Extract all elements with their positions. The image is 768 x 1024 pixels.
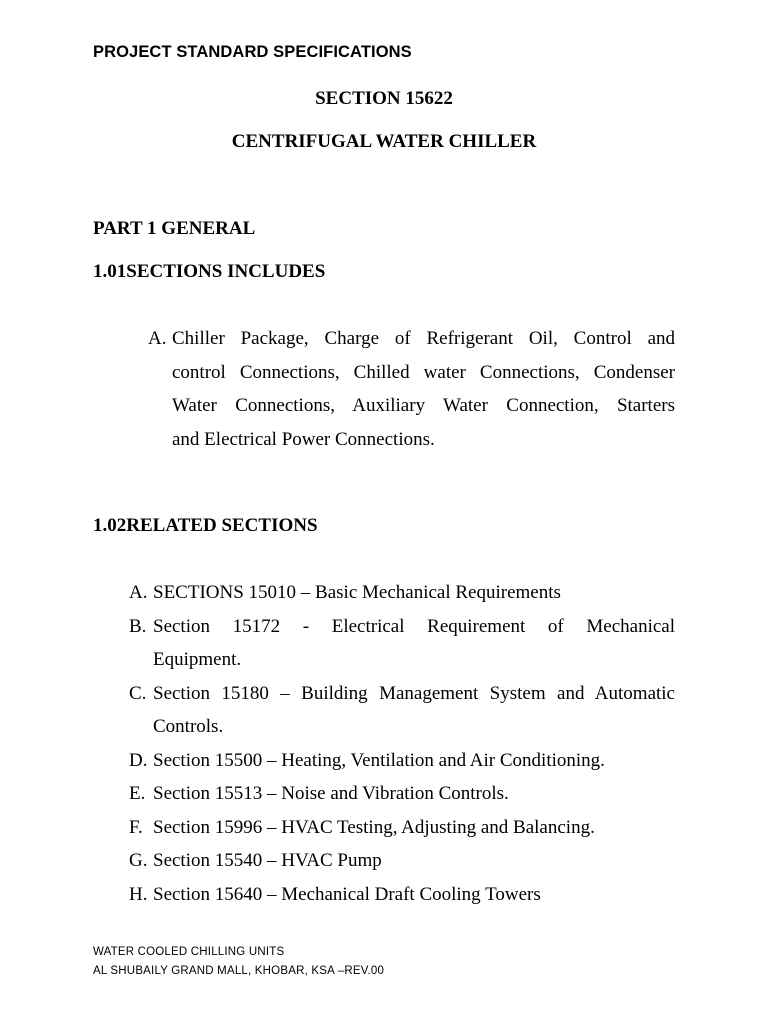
list-item <box>129 882 675 916</box>
list-item <box>129 748 675 782</box>
list-marker: A. <box>129 582 148 603</box>
list-marker: C. <box>129 682 147 704</box>
list-item-text: Section 15996 – HVAC Testing, Adjusting and Balancing. <box>153 816 595 838</box>
paragraph-line: Chiller Package, Charge of Refrigerant Oil, Control and <box>172 328 675 349</box>
part-heading: PART 1 GENERAL <box>93 218 256 239</box>
list-item <box>129 781 675 815</box>
page-header: PROJECT STANDARD SPECIFICATIONS <box>93 43 412 61</box>
list-item-text: Section 15500 – Heating, Ventilation and Air Conditioning. <box>153 749 605 771</box>
related-sections-heading: 1.02RELATED SECTIONS <box>93 515 318 536</box>
list-item-text: Section 15172 - Electrical Requirement of Mechanical <box>153 615 675 637</box>
list-marker: B. <box>129 615 147 637</box>
list-marker: H. <box>129 883 148 905</box>
list-item <box>129 848 675 882</box>
related-sections-list <box>129 580 675 915</box>
list-marker: G. <box>129 850 148 871</box>
list-item-text: Section 15640 – Mechanical Draft Cooling Towers <box>153 883 541 905</box>
list-item-text: Section 15513 – Noise and Vibration Controls. <box>153 783 509 804</box>
list-marker: D. <box>129 749 148 771</box>
paragraph-line: and Electrical Power Connections. <box>172 428 435 450</box>
footer-line-2: AL SHUBAILY GRAND MALL, KHOBAR, KSA –REV.00 <box>93 965 385 977</box>
list-item <box>129 681 675 748</box>
list-item-text: SECTIONS 15010 – Basic Mechanical Requirements <box>153 582 561 603</box>
footer-line-1: WATER COOLED CHILLING UNITS <box>93 946 285 958</box>
list-marker: E. <box>129 783 146 804</box>
list-item <box>129 614 675 681</box>
list-item-text: Controls. <box>153 716 224 737</box>
section-includes-heading: 1.01SECTIONS INCLUDES <box>93 261 326 282</box>
list-item-text: Section 15180 – Building Management System and Automatic <box>153 682 675 704</box>
paragraph-line: Water Connections, Auxiliary Water Connection, Starters <box>172 395 675 416</box>
list-item <box>129 815 675 849</box>
section-includes-item-a <box>148 326 675 460</box>
list-item-text: Section 15540 – HVAC Pump <box>153 850 382 871</box>
section-number: SECTION 15622 <box>315 88 453 109</box>
list-marker: F. <box>129 816 143 838</box>
paragraph-line: control Connections, Chilled water Connections, Condenser <box>172 361 675 383</box>
list-marker: A. <box>148 328 167 349</box>
list-item <box>129 580 675 614</box>
list-item-text: Equipment. <box>153 649 242 670</box>
section-title: CENTRIFUGAL WATER CHILLER <box>231 131 537 152</box>
